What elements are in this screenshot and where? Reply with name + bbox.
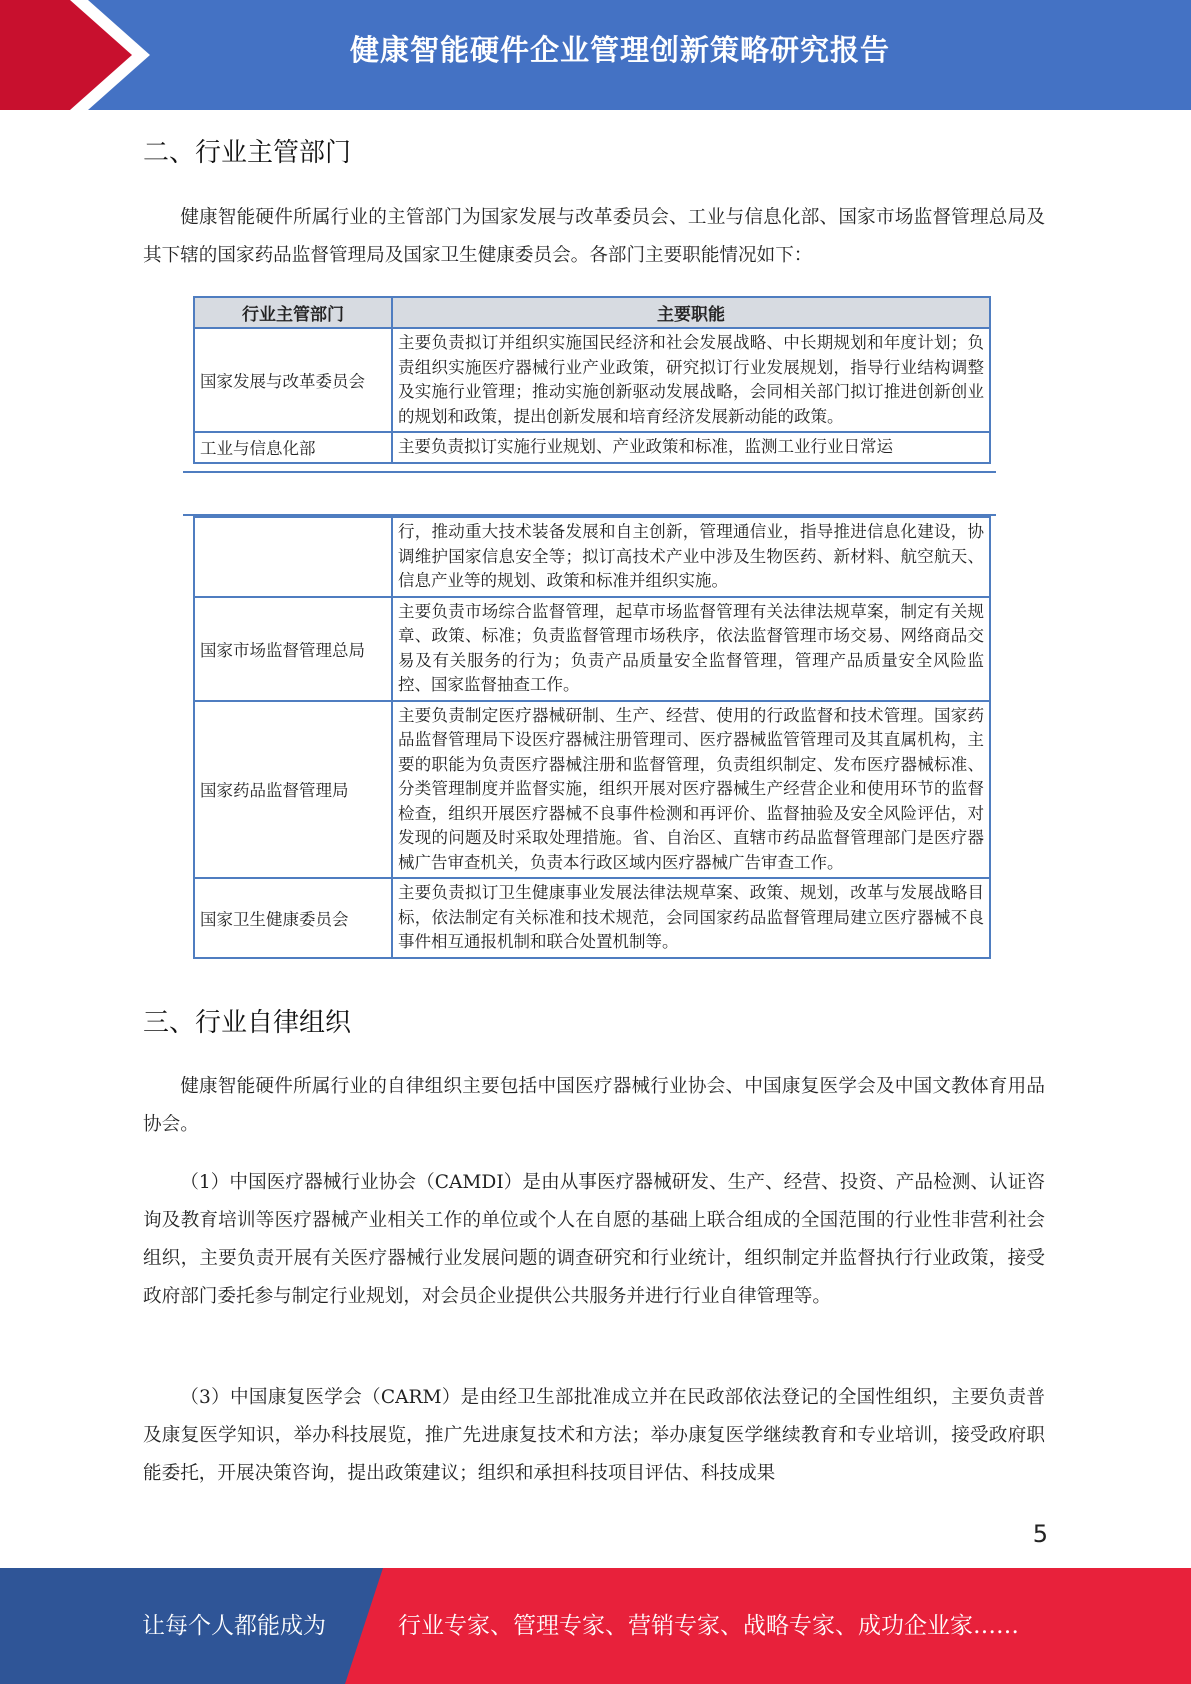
regulator-table-part2 (193, 516, 991, 959)
section3-intro: 健康智能硬件所属行业的自律组织主要包括中国医疗器械行业协会、中国康复医学会及中国文教体育用品协会。 (143, 1076, 1045, 1135)
footer-slogan-right: 行业专家、管理专家、营销专家、战略专家、成功企业家…… (398, 1613, 1019, 1639)
page-number: 5 (1032, 1520, 1048, 1548)
table-break-line-top (183, 471, 996, 473)
table-cell-dept: 国家药品监督管理局 (194, 701, 392, 879)
table-header-dept: 行业主管部门 (194, 297, 392, 328)
section-heading-regulators: 二、行业主管部门 (143, 138, 352, 168)
table-header-row (194, 297, 990, 328)
section3-paragraph-camdi: （1）中国医疗器械行业协会（CAMDI）是由从事医疗器械研发、生产、经营、投资、产品检测、认证咨询及教育培训等医疗器械产业相关工作的单位或个人在自愿的基础上联合组成的全国范围的行业性非营利社会组织，主要负责开展有关医疗器械行业发展问题的调查研究和行业统计，组织制定并监督执行行业政策，接受政府部门委托参与制定行业规划，对会员企业提供公共服务并进行行业自律管理等。 (143, 1172, 1045, 1307)
table-row (194, 328, 990, 432)
table-header-duty: 主要职能 (392, 297, 990, 328)
section2-intro: 健康智能硬件所属行业的主管部门为国家发展与改革委员会、工业与信息化部、国家市场监督管理总局及其下辖的国家药品监督管理局及国家卫生健康委员会。各部门主要职能情况如下： (143, 207, 1045, 266)
regulator-table-part1 (193, 296, 991, 464)
table-cell-duty: 行，推动重大技术装备发展和自主创新，管理通信业，指导推进信息化建设，协调维护国家信息安全等；拟订高技术产业中涉及生物医药、新材料、航空航天、信息产业等的规划、政策和标准并组织实施。 (392, 517, 990, 597)
table-row (194, 517, 990, 597)
table-cell-dept: 国家市场监督管理总局 (194, 597, 392, 701)
table-cell-duty: 主要负责市场综合监督管理，起草市场监督管理有关法律法规草案，制定有关规章、政策、标准；负责监督管理市场秩序，依法监督管理市场交易、网络商品交易及有关服务的行为；负责产品质量安全监督管理，管理产品质量安全风险监控、国家监督抽查工作。 (392, 597, 990, 701)
page-header (0, 0, 1191, 110)
table-cell-dept: 国家发展与改革委员会 (194, 328, 392, 432)
table-cell-duty: 主要负责拟订并组织实施国民经济和社会发展战略、中长期规划和年度计划；负责组织实施医疗器械行业产业政策，研究拟订行业发展规划，指导行业结构调整及实施行业管理；推动实施创新驱动发展战略，会同相关部门拟订推进创新创业的规划和政策，提出创新发展和培育经济发展新动能的政策。 (392, 328, 990, 432)
table-cell-duty: 主要负责制定医疗器械研制、生产、经营、使用的行政监督和技术管理。国家药品监督管理局下设医疗器械注册管理司、医疗器械监管管理司及其直属机构，主要的职能为负责医疗器械注册和监督管理，负责组织制定、发布医疗器械标准、分类管理制度并监督实施，组织开展对医疗器械生产经营企业和使用环节的监督检查，组织开展医疗器械不良事件检测和再评价、监督抽验及安全风险评估，对发现的问题及时采取处理措施。省、自治区、直辖市药品监督管理部门是医疗器械广告审查机关，负责本行政区域内医疗器械广告审查工作。 (392, 701, 990, 879)
footer-slogan-left: 让每个人都能成为 (142, 1613, 326, 1639)
section3-paragraph-carm: （3）中国康复医学会（CARM）是由经卫生部批准成立并在民政部依法登记的全国性组织，主要负责普及康复医学知识，举办科技展览，推广先进康复技术和方法；举办康复医学继续教育和专业培训，接受政府职能委托，开展决策咨询，提出政策建议；组织和承担科技项目评估、科技成果 (143, 1387, 1045, 1484)
table-cell-dept: 国家卫生健康委员会 (194, 878, 392, 958)
header-arrow-decoration (0, 0, 160, 110)
table-row (194, 701, 990, 879)
table-cell-duty: 主要负责拟订实施行业规划、产业政策和标准，监测工业行业日常运 (392, 432, 990, 463)
report-title: 健康智能硬件企业管理创新策略研究报告 (349, 33, 890, 67)
table-cell-dept: 工业与信息化部 (194, 432, 392, 463)
section-heading-self-regulatory: 三、行业自律组织 (143, 1008, 352, 1038)
table-cell-duty: 主要负责拟订卫生健康事业发展法律法规草案、政策、规划，改革与发展战略目标，依法制定有关标准和技术规范，会同国家药品监督管理局建立医疗器械不良事件相互通报机制和联合处置机制等。 (392, 878, 990, 958)
table-cell-dept (194, 517, 392, 597)
table-row (194, 878, 990, 958)
table-row (194, 597, 990, 701)
page-footer (0, 1568, 1191, 1684)
table-row (194, 432, 990, 463)
